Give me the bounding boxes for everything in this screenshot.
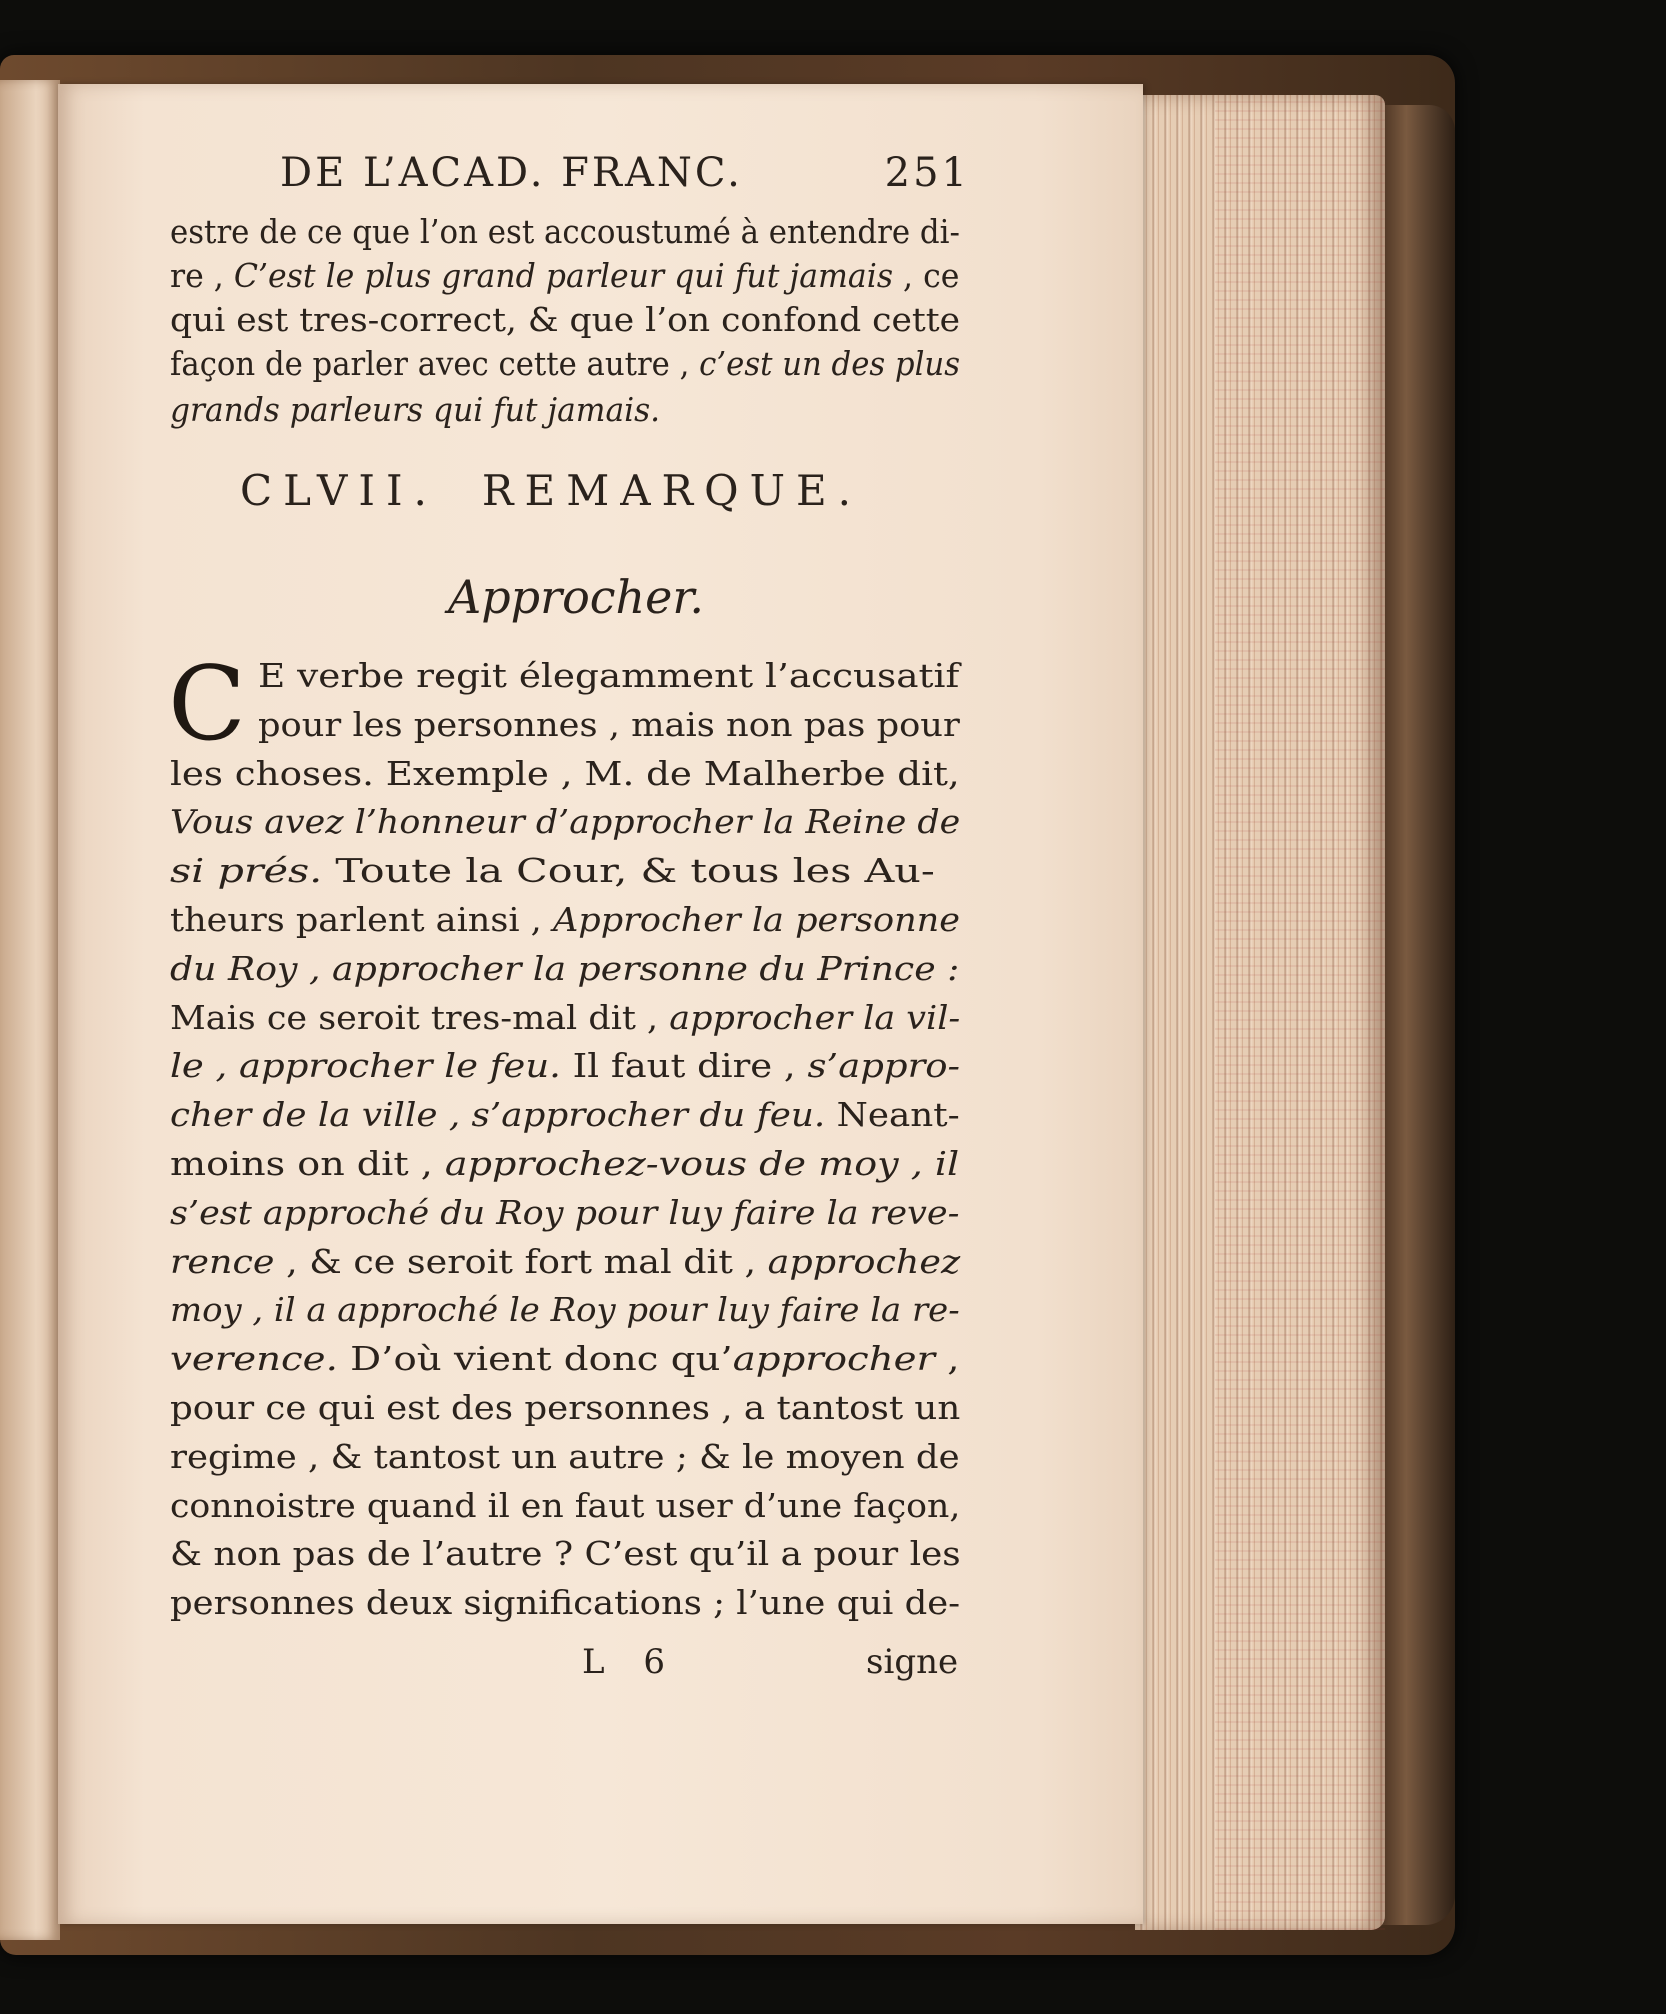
cover-edge bbox=[1380, 105, 1455, 1925]
running-head bbox=[280, 150, 970, 200]
body-text-run: theurs parlent ainsi , bbox=[170, 900, 553, 939]
body-text-run: pour les personnes , mais non pas pour bbox=[258, 705, 960, 744]
intro-text-run: grands parleurs qui fut jamais. bbox=[170, 390, 661, 429]
body-text-run: personnes deux significations ; l’une qui de- bbox=[170, 1583, 961, 1622]
body-line bbox=[170, 851, 935, 890]
body-line bbox=[170, 1339, 960, 1378]
body-text-run: Il faut dire , bbox=[560, 1046, 808, 1085]
body-line bbox=[258, 705, 960, 744]
intro-line bbox=[170, 390, 660, 429]
intro-text-run: re , bbox=[170, 256, 234, 295]
intro-text-run: C’est le plus grand parleur qui fut jamais bbox=[233, 256, 894, 295]
intro-line bbox=[170, 212, 960, 251]
body-line bbox=[170, 1242, 960, 1281]
body-line bbox=[170, 1583, 960, 1622]
body-text-run: cher de la ville , s’approcher du feu. bbox=[170, 1095, 826, 1134]
verso-page-edge bbox=[0, 80, 60, 1940]
body-line bbox=[170, 1193, 959, 1232]
body-text-run: approcher la vil- bbox=[669, 998, 961, 1037]
body-text-run: approchez bbox=[767, 1242, 961, 1281]
body-text-run: , bbox=[934, 1339, 960, 1378]
body-line bbox=[170, 1388, 960, 1427]
page-fore-edge bbox=[1135, 95, 1385, 1930]
body-line bbox=[170, 1290, 960, 1329]
remarque-label: REMARQUE. bbox=[481, 466, 862, 515]
body-text-run: s’appro- bbox=[807, 1046, 961, 1085]
body-text-run: Vous avez l’honneur d’approcher la Reine de bbox=[170, 802, 961, 841]
body-text-run: E verbe regit élegamment l’accusatif bbox=[258, 656, 960, 695]
body-text-run: moy , il a approché le Roy pour luy faire la re- bbox=[170, 1290, 960, 1329]
intro-line bbox=[170, 300, 960, 339]
body-line bbox=[170, 949, 959, 988]
remarque-heading bbox=[240, 466, 862, 515]
intro-text-run: , ce bbox=[893, 256, 960, 295]
intro-line bbox=[170, 256, 959, 295]
running-head-title: DE L’ACAD. FRANC. bbox=[280, 150, 743, 196]
body-line bbox=[170, 1437, 960, 1476]
remarque-subtitle: Approcher. bbox=[448, 570, 704, 624]
body-line bbox=[170, 1486, 960, 1525]
body-line bbox=[170, 754, 960, 793]
body-text-run: D’où vient donc qu’ bbox=[337, 1339, 733, 1378]
body-text-run: rence bbox=[170, 1242, 275, 1281]
intro-text-run: qui est tres-correct, & que l’on confond cette bbox=[170, 300, 961, 339]
body-text-run: pour ce qui est des personnes , a tantost un bbox=[170, 1388, 961, 1427]
body-text-run: s’est approché du Roy pour luy faire la reve- bbox=[170, 1193, 960, 1232]
intro-text-run: façon de parler avec cette autre , bbox=[170, 344, 700, 383]
body-text-run: regime , & tantost un autre ; & le moyen de bbox=[170, 1437, 960, 1476]
body-line bbox=[170, 802, 960, 841]
catchword: signe bbox=[866, 1642, 959, 1682]
body-text-run: du Roy , approcher la personne du Prince : bbox=[170, 949, 960, 988]
body-text-run: Approcher la personne bbox=[552, 900, 960, 939]
drop-cap: C bbox=[168, 645, 247, 764]
body-line bbox=[170, 1046, 960, 1085]
body-text-run: les choses. Exemple , M. de Malherbe dit, bbox=[170, 754, 960, 793]
signature-mark: L 6 bbox=[582, 1642, 680, 1682]
intro-text-run: estre de ce que l’on est accoustumé à entendre di- bbox=[170, 212, 960, 251]
body-text-run: approchez-vous de moy , il bbox=[444, 1144, 960, 1183]
body-text-run: Mais ce seroit tres-mal dit , bbox=[170, 998, 670, 1037]
body-text-run: le , approcher le feu. bbox=[170, 1046, 561, 1085]
body-line bbox=[170, 1144, 959, 1183]
remarque-number: CLVII. bbox=[240, 466, 438, 515]
intro-text-run: c’est un des plus bbox=[699, 344, 960, 383]
body-text-run: si prés. bbox=[170, 851, 323, 890]
body-text-run: , & ce seroit fort mal dit , bbox=[274, 1242, 768, 1281]
body-text-run: Toute la Cour, & tous les Au- bbox=[322, 851, 935, 890]
body-line bbox=[170, 1095, 960, 1134]
intro-line bbox=[170, 344, 960, 383]
body-text-run: connoistre quand il en faut user d’une façon, bbox=[170, 1486, 961, 1525]
body-text-run: approcher bbox=[732, 1339, 935, 1378]
body-line bbox=[170, 1534, 961, 1573]
body-line bbox=[170, 900, 960, 939]
body-line bbox=[258, 656, 959, 695]
body-line bbox=[170, 998, 960, 1037]
body-text-run: Neant- bbox=[825, 1095, 960, 1134]
body-text-run: moins on dit , bbox=[170, 1144, 445, 1183]
body-text-run: verence. bbox=[170, 1339, 338, 1378]
page-number: 251 bbox=[884, 150, 970, 196]
body-text-run: & non pas de l’autre ? C’est qu’il a pour les bbox=[170, 1534, 961, 1573]
